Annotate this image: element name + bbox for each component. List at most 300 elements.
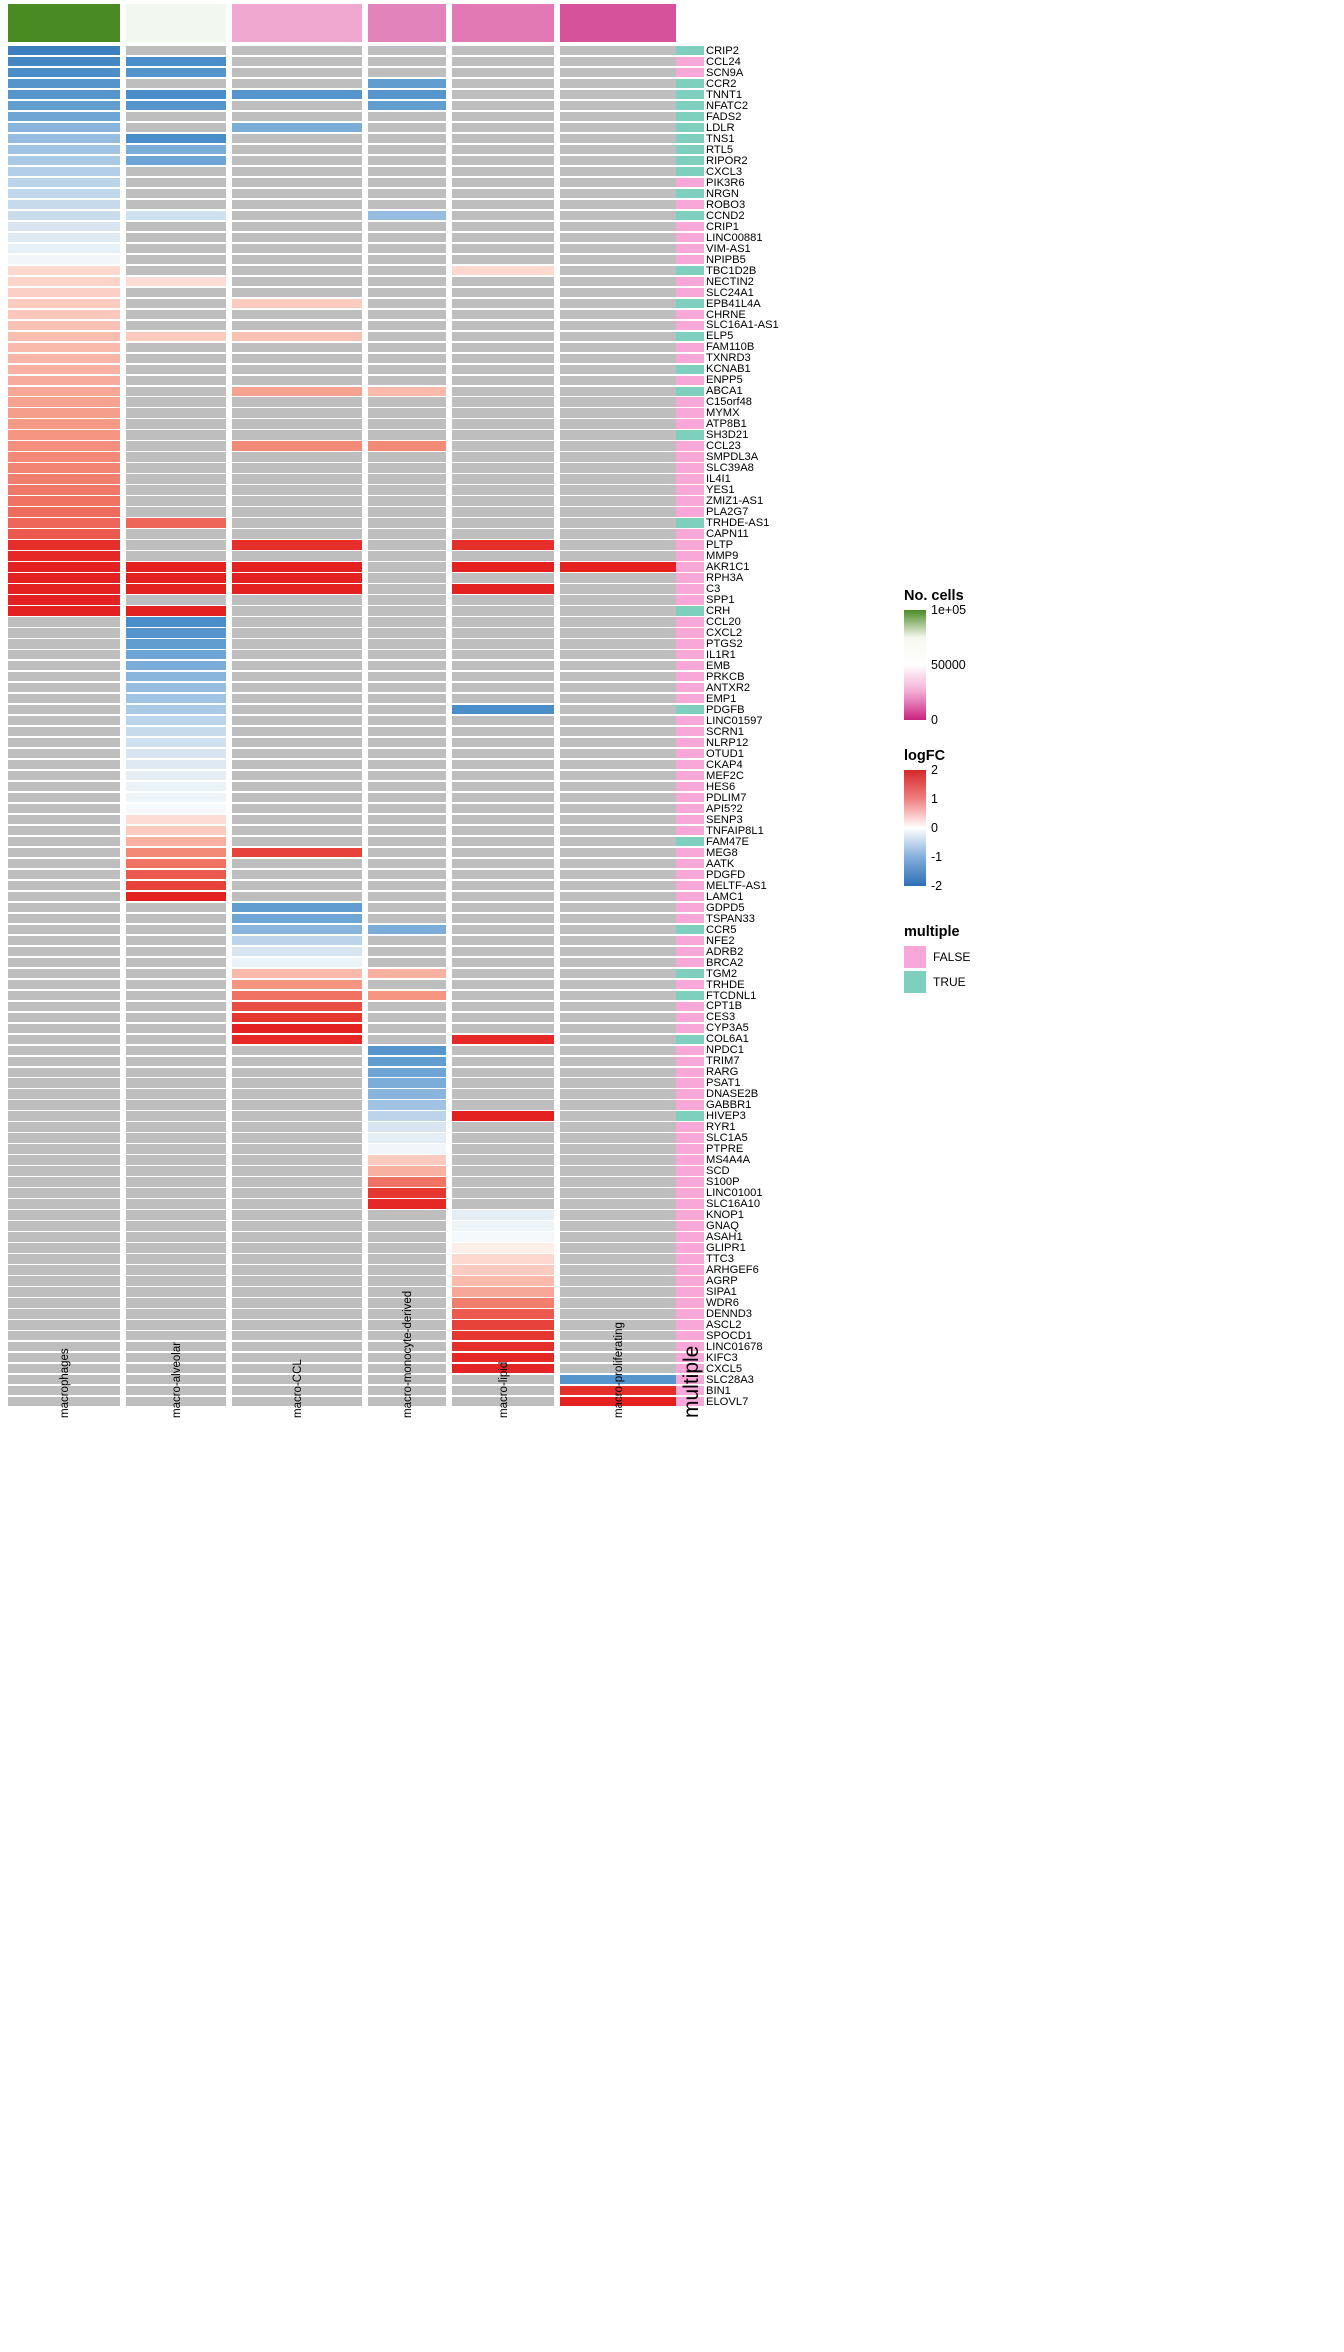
heatmap-cell (368, 771, 446, 780)
heatmap-cell (560, 529, 676, 538)
heatmap-cell (452, 936, 554, 945)
gene-label: SPOCD1 (706, 1330, 753, 1342)
gene-label: FTCDNL1 (706, 989, 757, 1002)
heatmap-cell (126, 661, 226, 670)
gene-label: ABCA1 (706, 385, 743, 398)
heatmap-cell (452, 178, 554, 187)
heatmap-cell (560, 178, 676, 187)
heatmap-cell (368, 870, 446, 879)
heatmap-cell (368, 90, 446, 99)
heatmap-cell (368, 354, 446, 363)
column-header-bar (8, 4, 120, 42)
heatmap-cell (232, 1068, 362, 1077)
heatmap-cell (8, 661, 120, 670)
heatmap-cell (452, 1298, 554, 1307)
heatmap-cell (452, 848, 554, 857)
gene-label: BRCA2 (706, 956, 744, 969)
heatmap-cell (232, 310, 362, 319)
heatmap-cell (452, 650, 554, 659)
heatmap-cell (368, 1155, 446, 1164)
heatmap-cell (560, 134, 676, 143)
heatmap-cell (126, 606, 226, 615)
heatmap-cell (368, 452, 446, 461)
heatmap-cell (560, 408, 676, 417)
heatmap-cell (368, 804, 446, 813)
heatmap-cell (560, 837, 676, 846)
heatmap-cell (368, 969, 446, 978)
heatmap-cell (452, 672, 554, 681)
heatmap-cell (560, 1078, 676, 1087)
heatmap-cell (126, 1276, 226, 1285)
heatmap-cell (8, 90, 120, 99)
heatmap-cell (452, 749, 554, 758)
heatmap-cell (368, 760, 446, 769)
heatmap-cell (8, 782, 120, 791)
heatmap-cell (560, 1122, 676, 1131)
heatmap-cell (126, 46, 226, 55)
heatmap-cell (452, 925, 554, 934)
gene-label: GNAQ (706, 1220, 739, 1233)
heatmap-cell (126, 310, 226, 319)
multiple-annotation-cell (676, 914, 704, 923)
heatmap-cell (232, 540, 362, 549)
heatmap-cell (452, 474, 554, 483)
heatmap-cell (452, 1265, 554, 1274)
gene-label: CXCL5 (706, 1362, 743, 1375)
gene-label: TXNRD3 (706, 352, 751, 365)
heatmap-cell (232, 617, 362, 626)
heatmap-cell (452, 518, 554, 527)
heatmap-cell (8, 826, 120, 835)
multiple-annotation-cell (676, 452, 704, 461)
heatmap-cell (368, 1100, 446, 1109)
heatmap-cell (368, 430, 446, 439)
heatmap-cell (8, 705, 120, 714)
legend-logfc-title: logFC (904, 748, 946, 764)
heatmap-cell (560, 222, 676, 231)
heatmap-cell (8, 903, 120, 912)
heatmap-cell (452, 540, 554, 549)
heatmap-cell (232, 771, 362, 780)
heatmap-cell (368, 859, 446, 868)
heatmap-cell (232, 397, 362, 406)
gene-label: LDLR (706, 121, 735, 134)
heatmap-cell (560, 46, 676, 55)
heatmap-cell (232, 672, 362, 681)
heatmap-cell (368, 365, 446, 374)
heatmap-cell (126, 1287, 226, 1296)
heatmap-cell (368, 749, 446, 758)
heatmap-cell (452, 145, 554, 154)
heatmap-cell (560, 365, 676, 374)
heatmap-cell (452, 1155, 554, 1164)
heatmap-cell (452, 1221, 554, 1230)
heatmap-cell (452, 112, 554, 121)
heatmap-cell (232, 804, 362, 813)
heatmap-cell (452, 90, 554, 99)
heatmap-cell (232, 562, 362, 571)
multiple-annotation-cell (676, 244, 704, 253)
multiple-annotation-cell (676, 1232, 704, 1241)
heatmap-cell (8, 288, 120, 297)
heatmap-cell (8, 408, 120, 417)
heatmap-cell (232, 815, 362, 824)
gene-label: SIPA1 (706, 1286, 737, 1299)
heatmap-cell (452, 1254, 554, 1263)
heatmap-cell (8, 925, 120, 934)
heatmap-cell (452, 705, 554, 714)
multiple-annotation-cell (676, 277, 704, 286)
gene-label: NFATC2 (706, 99, 749, 112)
heatmap-cell (126, 1298, 226, 1307)
heatmap-cell (126, 244, 226, 253)
multiple-annotation-cell (676, 211, 704, 220)
heatmap-cell (126, 551, 226, 560)
multiple-annotation-cell (676, 518, 704, 527)
heatmap-cell (8, 310, 120, 319)
heatmap-cell (368, 738, 446, 747)
legend-tick: 0 (931, 821, 938, 835)
multiple-annotation-cell (676, 1111, 704, 1120)
heatmap-cell (560, 101, 676, 110)
heatmap-cell (452, 1287, 554, 1296)
heatmap-cell (452, 881, 554, 890)
multiple-axis-label: multiple (680, 1345, 703, 1418)
gene-label: CPT1B (706, 1000, 743, 1013)
legend-tick: 1e+05 (931, 603, 967, 617)
heatmap-cell (560, 1068, 676, 1077)
heatmap-cell (232, 365, 362, 374)
heatmap-cell (560, 1111, 676, 1120)
heatmap-cell (8, 628, 120, 637)
heatmap-cell (8, 1122, 120, 1131)
gene-label: SPP1 (706, 594, 735, 607)
heatmap-cell (452, 551, 554, 560)
heatmap-cell (232, 529, 362, 538)
gene-label: SLC16A10 (706, 1198, 761, 1211)
multiple-annotation-cell (676, 1331, 704, 1340)
heatmap-cell (232, 914, 362, 923)
multiple-annotation-cell (676, 529, 704, 538)
heatmap-cell (126, 1035, 226, 1044)
multiple-annotation-cell (676, 1309, 704, 1318)
heatmap-cell (232, 441, 362, 450)
heatmap-cell (368, 1057, 446, 1066)
heatmap-cell (126, 573, 226, 582)
heatmap-cell (452, 892, 554, 901)
heatmap-cell (8, 441, 120, 450)
heatmap-cell (232, 244, 362, 253)
heatmap-cell (126, 705, 226, 714)
multiple-annotation-cell (676, 947, 704, 956)
heatmap-cell (560, 815, 676, 824)
heatmap-cell (368, 617, 446, 626)
gene-label: TRIM7 (706, 1055, 740, 1068)
heatmap-cell (560, 1243, 676, 1252)
heatmap-cell (452, 1177, 554, 1186)
multiple-annotation-cell (676, 617, 704, 626)
no-cells-gradient (904, 610, 926, 720)
multiple-annotation-cell (676, 1046, 704, 1055)
multiple-annotation-cell (676, 167, 704, 176)
heatmap-cell (232, 573, 362, 582)
multiple-annotation-cell (676, 408, 704, 417)
heatmap-cell (232, 452, 362, 461)
heatmap-cell (8, 639, 120, 648)
gene-label: CCR2 (706, 77, 737, 90)
heatmap-cell (368, 277, 446, 286)
heatmap-cell (560, 112, 676, 121)
heatmap-cell (368, 255, 446, 264)
heatmap-cell (452, 101, 554, 110)
heatmap-cell (8, 474, 120, 483)
heatmap-cell (8, 1276, 120, 1285)
heatmap-cell (232, 419, 362, 428)
heatmap-cell (452, 430, 554, 439)
heatmap-cell (560, 749, 676, 758)
heatmap-cell (452, 969, 554, 978)
heatmap-cell (368, 1265, 446, 1274)
heatmap-cell (8, 980, 120, 989)
heatmap-cell (368, 716, 446, 725)
heatmap-cell (8, 606, 120, 615)
heatmap-cell (232, 551, 362, 560)
gene-label: WDR6 (706, 1297, 739, 1310)
multiple-annotation-cell (676, 760, 704, 769)
gene-label: SLC16A1-AS1 (706, 319, 779, 332)
heatmap-cell (232, 90, 362, 99)
heatmap-cell (452, 321, 554, 330)
heatmap-cell (232, 68, 362, 77)
heatmap-cell (452, 1013, 554, 1022)
heatmap-cell (126, 397, 226, 406)
heatmap-cell (126, 1046, 226, 1055)
heatmap-cell (8, 749, 120, 758)
heatmap-cell (232, 1298, 362, 1307)
gene-label: MS4A4A (706, 1154, 751, 1167)
heatmap-cell (452, 343, 554, 352)
heatmap-cell (232, 1078, 362, 1087)
heatmap-cell (8, 969, 120, 978)
heatmap-cell (232, 595, 362, 604)
multiple-annotation-cell (676, 112, 704, 121)
heatmap-cell (232, 683, 362, 692)
gene-label: GLIPR1 (706, 1242, 746, 1255)
gene-label: DENND3 (706, 1308, 753, 1321)
heatmap-cell (232, 738, 362, 747)
heatmap-column (452, 46, 554, 1408)
gene-label: CKAP4 (706, 758, 743, 771)
heatmap-cell (232, 606, 362, 615)
heatmap-cell (452, 760, 554, 769)
heatmap-cell (126, 925, 226, 934)
heatmap-cell (368, 1122, 446, 1131)
heatmap-cell (126, 1166, 226, 1175)
heatmap-cell (452, 167, 554, 176)
heatmap-cell (8, 1111, 120, 1120)
multiple-annotation-cell (676, 826, 704, 835)
heatmap-cell (368, 496, 446, 505)
multiple-annotation-cell (676, 1265, 704, 1274)
multiple-annotation-cell (676, 1024, 704, 1033)
heatmap-cell (232, 343, 362, 352)
heatmap-cell (232, 178, 362, 187)
heatmap-cell (126, 277, 226, 286)
heatmap-cell (8, 387, 120, 396)
heatmap-cell (560, 771, 676, 780)
heatmap-cell (368, 222, 446, 231)
heatmap-cell (368, 200, 446, 209)
heatmap-cell (232, 189, 362, 198)
gene-label: PSAT1 (706, 1077, 741, 1090)
heatmap-cell (368, 540, 446, 549)
heatmap-cell (126, 683, 226, 692)
heatmap-cell (560, 705, 676, 714)
heatmap-cell (126, 1177, 226, 1186)
heatmap-cell (452, 815, 554, 824)
gene-label: AKR1C1 (706, 561, 750, 574)
heatmap-cell (126, 529, 226, 538)
heatmap-cell (8, 1254, 120, 1263)
heatmap-cell (560, 430, 676, 439)
heatmap-cell (8, 167, 120, 176)
heatmap-cell (560, 1210, 676, 1219)
heatmap-cell (232, 1122, 362, 1131)
heatmap-cell (232, 222, 362, 231)
gene-label: LINC01678 (706, 1340, 763, 1353)
heatmap-cell (8, 496, 120, 505)
heatmap-cell (126, 79, 226, 88)
multiple-annotation-cell (676, 387, 704, 396)
heatmap-cell (126, 1232, 226, 1241)
heatmap-cell (126, 980, 226, 989)
heatmap-cell (232, 1155, 362, 1164)
heatmap-cell (232, 167, 362, 176)
multiple-annotation-cell (676, 694, 704, 703)
heatmap-cell (368, 914, 446, 923)
heatmap-cell (232, 1144, 362, 1153)
heatmap-cell (126, 595, 226, 604)
heatmap-cell (8, 123, 120, 132)
multiple-annotation-cell (676, 101, 704, 110)
heatmap-cell (8, 112, 120, 121)
heatmap-cell (126, 518, 226, 527)
heatmap-cell (560, 826, 676, 835)
multiple-annotation-cell (676, 837, 704, 846)
heatmap-cell (232, 661, 362, 670)
heatmap-cell (452, 1111, 554, 1120)
column-header-bar (368, 4, 446, 42)
heatmap-cell (560, 343, 676, 352)
swatch-false-icon (904, 946, 926, 968)
gene-label: PLTP (706, 539, 734, 552)
heatmap-cell (126, 1265, 226, 1274)
heatmap-cell (8, 793, 120, 802)
heatmap-cell (452, 1024, 554, 1033)
heatmap-cell (8, 848, 120, 857)
gene-label: CAPN11 (706, 528, 749, 541)
heatmap-cell (368, 705, 446, 714)
heatmap-cell (368, 694, 446, 703)
heatmap-cell (126, 266, 226, 275)
multiple-annotation-cell (676, 540, 704, 549)
heatmap-cell (126, 485, 226, 494)
heatmap-cell (8, 1046, 120, 1055)
heatmap-cell (560, 332, 676, 341)
heatmap-cell (232, 200, 362, 209)
heatmap-cell (8, 650, 120, 659)
heatmap-cell (368, 1078, 446, 1087)
heatmap-cell (232, 354, 362, 363)
heatmap-cell (452, 1100, 554, 1109)
heatmap-cell (560, 804, 676, 813)
heatmap-cell (8, 1243, 120, 1252)
heatmap-cell (560, 90, 676, 99)
heatmap-cell (126, 463, 226, 472)
heatmap-cell (126, 200, 226, 209)
multiple-annotation-column (676, 46, 704, 1408)
legend-multiple-title: multiple (904, 924, 960, 940)
legend-tick: -2 (931, 879, 943, 893)
multiple-annotation-cell (676, 266, 704, 275)
heatmap-cell (560, 57, 676, 66)
heatmap-cell (126, 969, 226, 978)
heatmap-cell (452, 694, 554, 703)
heatmap-cell (452, 1089, 554, 1098)
heatmap-cell (232, 474, 362, 483)
heatmap-cell (560, 969, 676, 978)
heatmap-cell (452, 332, 554, 341)
heatmap-cell (8, 683, 120, 692)
heatmap-cell (452, 1144, 554, 1153)
multiple-annotation-cell (676, 354, 704, 363)
heatmap-cell (126, 782, 226, 791)
legend-item-true (904, 971, 970, 993)
heatmap-cell (126, 288, 226, 297)
heatmap-cell (560, 595, 676, 604)
heatmap-cell (452, 354, 554, 363)
heatmap-cell (560, 288, 676, 297)
multiple-annotation-cell (676, 1210, 704, 1219)
heatmap-cell (126, 1068, 226, 1077)
multiple-annotation-cell (676, 771, 704, 780)
heatmap-cell (560, 189, 676, 198)
heatmap-cell (126, 189, 226, 198)
heatmap-cell (368, 1133, 446, 1142)
gene-label: TTC3 (706, 1253, 734, 1266)
gene-label: NLRP12 (706, 736, 749, 749)
heatmap-cell (8, 595, 120, 604)
heatmap-cell (560, 1199, 676, 1208)
heatmap-cell (126, 1122, 226, 1131)
heatmap-cell (452, 991, 554, 1000)
multiple-annotation-cell (676, 991, 704, 1000)
heatmap-cell (8, 859, 120, 868)
gene-label: PDGFB (706, 703, 745, 716)
heatmap-cell (232, 79, 362, 88)
heatmap-cell (560, 925, 676, 934)
heatmap-cell (560, 683, 676, 692)
heatmap-cell (452, 387, 554, 396)
heatmap-cell (560, 1013, 676, 1022)
heatmap-cell (560, 1166, 676, 1175)
heatmap-cell (8, 870, 120, 879)
heatmap-cell (126, 255, 226, 264)
gene-label: RARG (706, 1066, 739, 1079)
legend-tick: -1 (931, 850, 943, 864)
heatmap-cell (8, 1035, 120, 1044)
heatmap-cell (368, 178, 446, 187)
